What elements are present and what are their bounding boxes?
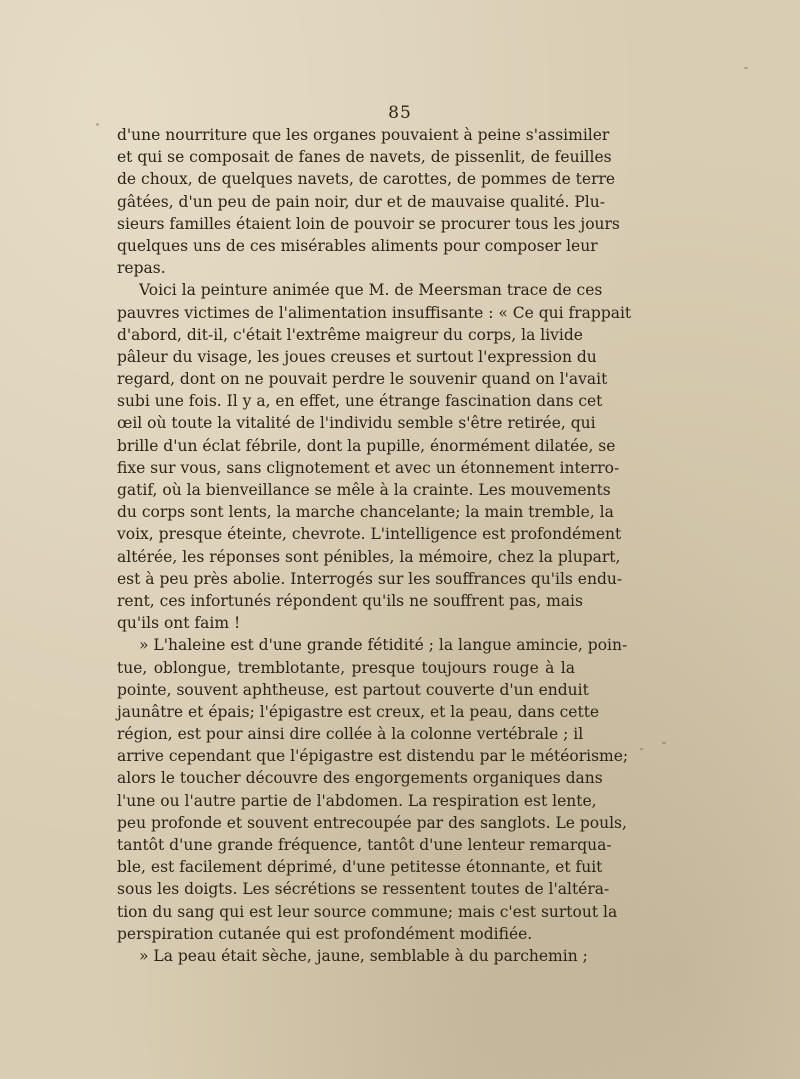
text-line: rent, ces infortunés répondent qu'ils ne souffrent pas, mais (117, 591, 583, 610)
body-text (117, 124, 632, 967)
text-line: sous les doigts. Les sécrétions se ressentent toutes de l'altéra- (117, 880, 610, 899)
text-line: altérée, les réponses sont pénibles, la mémoire, chez la plupart, (117, 547, 621, 566)
text-line: de choux, de quelques navets, de carottes, de pommes de terre (117, 170, 616, 189)
text-line: l'une ou l'autre partie de l'abdomen. La respiration est lente, (117, 791, 597, 810)
text-line: Voici la peinture animée que M. de Meersman trace de ces (139, 281, 603, 300)
text-line: brille d'un éclat fébrile, dont la pupille, énormément dilatée, se (117, 436, 616, 455)
text-line: du corps sont lents, la marche chancelante; la main tremble, la (117, 503, 614, 522)
text-line: d'abord, dit-il, c'était l'extrême maigreur du corps, la livide (117, 325, 583, 344)
text-line: est à peu près abolie. Interrogés sur les souffrances qu'ils endu- (117, 569, 623, 588)
ink-speck (662, 742, 666, 744)
text-line: voix, presque éteinte, chevrote. L'intelligence est profondément (117, 525, 622, 544)
text-line: jaunâtre et épais; l'épigastre est creux, et la peau, dans cette (117, 702, 600, 721)
text-line: » L'haleine est d'une grande fétidité ; la langue amincie, poin- (139, 636, 628, 655)
page-number: 85 (388, 103, 412, 123)
text-line: alors le toucher découvre des engorgements organiques dans (117, 769, 603, 788)
ink-speck (96, 123, 99, 126)
text-line: regard, dont on ne pouvait perdre le souvenir quand on l'avait (117, 370, 608, 389)
ink-speck (744, 67, 748, 69)
text-line: peu profonde et souvent entrecoupée par des sanglots. Le pouls, (117, 813, 627, 832)
text-line: tantôt d'une grande fréquence, tantôt d'une lenteur remarqua- (117, 836, 612, 854)
text-line: ble, est facilement déprimé, d'une petitesse étonnante, et fuit (117, 858, 603, 877)
text-line: qu'ils ont faim ! (117, 614, 241, 633)
text-line: d'une nourriture que les organes pouvaient à peine s'assimiler (117, 126, 610, 144)
text-line: gatif, où la bienveillance se mêle à la crainte. Les mouvements (117, 481, 611, 499)
text-line: sieurs familles étaient loin de pouvoir se procurer tous les jours (117, 214, 620, 233)
text-line: tue, oblongue, tremblotante, presque toujours rouge à la (117, 658, 575, 677)
ink-speck (640, 748, 643, 750)
text-line: quelques uns de ces misérables aliments pour composer leur (117, 236, 598, 255)
text-line: gâtées, d'un peu de pain noir, dur et de mauvaise qualité. Plu- (117, 192, 605, 211)
text-line: repas. (117, 259, 166, 278)
text-line: pâleur du visage, les joues creuses et surtout l'expression du (117, 347, 597, 366)
text-line: perspiration cutanée qui est profondément modifiée. (117, 924, 533, 943)
text-line: région, est pour ainsi dire collée à la colonne vertébrale ; il (117, 725, 584, 744)
text-line: pauvres victimes de l'alimentation insuffisante : « Ce qui frappait (117, 303, 632, 322)
text-line: œil où toute la vitalité de l'individu semble s'être retirée, qui (117, 414, 596, 433)
text-line: subi une fois. Il y a, en effet, une étrange fascination dans cet (117, 392, 603, 411)
text-line: » La peau était sèche, jaune, semblable à du parchemin ; (139, 946, 588, 965)
text-line: fixe sur vous, sans clignotement et avec un étonnement interro- (117, 458, 620, 477)
text-line: et qui se composait de fanes de navets, de pissenlit, de feuilles (117, 148, 612, 167)
text-line: arrive cependant que l'épigastre est distendu par le météorisme; (117, 747, 629, 766)
text-line: tion du sang qui est leur source commune; mais c'est surtout la (117, 902, 618, 921)
text-line: pointe, souvent aphtheuse, est partout couverte d'un enduit (117, 680, 589, 699)
